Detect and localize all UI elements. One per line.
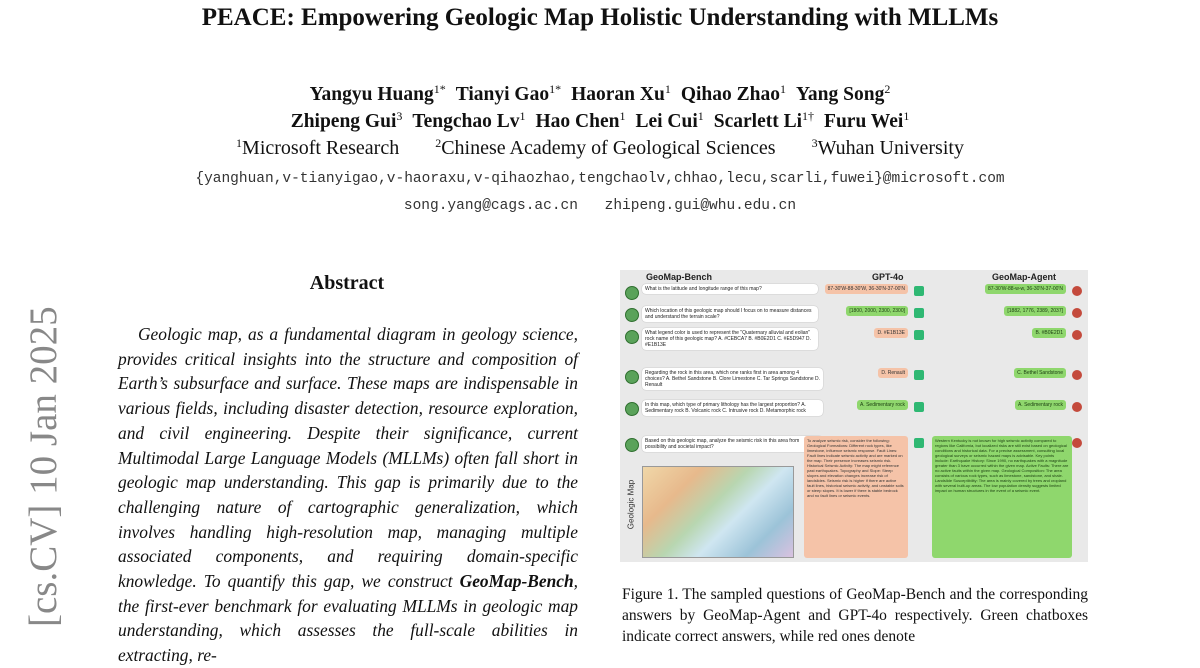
agent-answer: 87-30'W-88-w-w, 36-30'N-37-00'N xyxy=(985,284,1066,294)
arxiv-stamp: [cs.CV] 10 Jan 2025 xyxy=(22,306,65,627)
author-affil-marker: 1 xyxy=(619,109,626,123)
agent-answer: B. #B0E2D1 xyxy=(1032,328,1066,338)
fig-header-agent: GeoMap-Agent xyxy=(992,272,1056,282)
globe-icon xyxy=(625,330,639,344)
gpt4o-answer: D. #E1B13E xyxy=(874,328,908,338)
question-bubble: Based on this geologic map, analyze the seismic risk in this area from possibility and societal impact? xyxy=(642,436,823,452)
agent-answer: Western Kentucky is not known for high seismic activity compared to regions like California, but localized risks are still exist based on geological conditions and historical data. For a precise assessment, consulting local geological surveys or seismic hazard maps is advisable. Key points include: Earthquake History: Since 1990, no earthquakes with a magnitude greater than 3 have occurred within the given map. Active Faults: There are no active faults within the given map. Geological Composition: The area consists of various rock types, such as limestone, sandstone, and shale. Landslide Susceptibility: The area is mainly covered by trees and cropland with several built-up areas. The low population density suggests limited impact on human structures in the event of a seismic event. xyxy=(932,436,1072,558)
author-name xyxy=(291,111,403,132)
author-name-text: Tianyi Gao xyxy=(455,84,550,105)
figure-caption: Figure 1. The sampled questions of GeoMap-Bench and the corresponding answers by GeoMap-Agent and GPT-4o respectively. Green chatboxes indicate correct answers, while red ones denote xyxy=(622,586,1088,645)
abstract-heading: Abstract xyxy=(309,272,385,294)
gpt4o-answer: To analyze seismic risk, consider the following: Geological Formations: Different rock types, like limestone, influence seismic response. Fault Lines: Fault lines indicate seismic activity and are marked on the map. Their presence increases seismic risk. Historical Seismic Activity: The map might reference past earthquakes. Topography and Slope: Steep slopes and elevation changes increase risk of landslides. Seismic risk is higher if there are active fault lines, historical seismic activity, and unstable soils or steep slopes. It is lower if there is stable bedrock and no fault lines or seismic events. xyxy=(804,436,908,558)
author-affil-marker: 1 xyxy=(697,109,704,123)
author-affil-marker: 3 xyxy=(396,109,403,123)
author-affil-marker: 1* xyxy=(549,82,562,96)
email-whu: zhipeng.gui@whu.edu.cn xyxy=(604,198,797,214)
author-name xyxy=(412,111,525,132)
author-name xyxy=(456,84,561,105)
gpt4o-answer: A. Sedimentary rock xyxy=(857,400,908,410)
author-name-text: Haoran Xu xyxy=(571,84,665,105)
author-name-text: Lei Cui xyxy=(635,111,698,132)
gpt4o-answer: 87-30'W-88-30'W, 36-30'N-37-00'N xyxy=(825,284,908,294)
author-name xyxy=(310,84,446,105)
author-affil-marker: 1 xyxy=(664,82,671,96)
emails-line-2 xyxy=(0,198,1200,214)
author-name-text: Yangyu Huang xyxy=(309,84,434,105)
agent-bot-icon xyxy=(1072,438,1082,448)
agent-bot-icon xyxy=(1072,286,1082,296)
affiliation-marker: 3 xyxy=(811,136,818,150)
abstract-text-part-2: , the first-ever benchmark for evaluating MLLMs in geologic map understanding, which assesses the full-scale abilities in extracting, re- xyxy=(118,571,578,666)
abstract-text-part-1: Geologic map, as a fundamental diagram in geology science, provides critical insights into the structure and composition of Earth’s subsurface and surface. These maps are indispensable in various fields, including disaster detection, resource exploration, and civil engineering. Despite their significance, current Multimodal Large Language Models (MLLMs) often fall short in geologic map understanding. This gap is primarily due to the challenging nature of cartographic generalization, which involves handling high-resolution map, managing multiple associated components, and requiring domain-specific knowledge. To quantify this gap, we construct xyxy=(118,324,578,592)
paper-title: PEACE: Empowering Geologic Map Holistic Understanding with MLLMs xyxy=(201,4,999,31)
author-name xyxy=(796,84,890,105)
affiliation-name: Microsoft Research xyxy=(242,137,400,159)
gpt4o-answer: D. Renault xyxy=(878,368,908,378)
author-affil-marker: 1 xyxy=(519,109,526,123)
author-name xyxy=(824,111,909,132)
affiliation-marker: 2 xyxy=(435,136,442,150)
gpt4o-bot-icon xyxy=(914,286,924,296)
gpt4o-bot-icon xyxy=(914,330,924,340)
author-name-text: Furu Wei xyxy=(824,111,904,132)
authors-line-2 xyxy=(0,109,1200,133)
agent-answer: [1882, 1776, 2389, 2037] xyxy=(1004,306,1066,316)
geologic-map-thumbnail xyxy=(642,466,794,558)
question-bubble: Which location of this geologic map should I focus on to measure distances and understand the terrain scale? xyxy=(642,306,818,322)
author-affil-marker: 1 xyxy=(780,82,787,96)
abstract-bold-term: GeoMap-Bench xyxy=(459,571,574,592)
gpt4o-answer: [1800, 2000, 2300, 2300] xyxy=(846,306,908,316)
author-name-text: Tengchao Lv xyxy=(412,111,520,132)
gpt4o-bot-icon xyxy=(914,438,924,448)
fig-header-gpt4o: GPT-4o xyxy=(872,272,904,282)
globe-icon xyxy=(625,286,639,300)
globe-icon xyxy=(625,308,639,322)
author-affil-marker: 1* xyxy=(433,82,446,96)
author-affil-marker: 1 xyxy=(903,109,910,123)
author-name-text: Scarlett Li xyxy=(713,111,803,132)
author-affil-marker: 2 xyxy=(884,82,891,96)
author-name-text: Yang Song xyxy=(796,84,885,105)
author-name xyxy=(571,84,671,105)
affiliation xyxy=(812,137,964,159)
question-bubble: Regarding the rock in this area, which one ranks first in area among 4 choices? A. Bethel Sandstone B. Clore Limestone C. Tar Springs Sandstone D. Renault xyxy=(642,368,823,390)
affiliation-marker: 1 xyxy=(236,136,243,150)
map-label: Geologic Map xyxy=(626,479,636,530)
agent-bot-icon xyxy=(1072,370,1082,380)
affiliation-name: Chinese Academy of Geological Sciences xyxy=(441,137,776,159)
agent-bot-icon xyxy=(1072,308,1082,318)
email-cags: song.yang@cags.ac.cn xyxy=(403,198,578,214)
gpt4o-bot-icon xyxy=(914,402,924,412)
author-name-text: Zhipeng Gui xyxy=(290,111,397,132)
emails-line-1: {yanghuan,v-tianyigao,v-haoraxu,v-qihaozhao,tengchaolv,chhao,lecu,scarli,fuwei}@microsoft.com xyxy=(195,171,1005,187)
agent-bot-icon xyxy=(1072,330,1082,340)
agent-answer: C. Bethel Sandstone xyxy=(1014,368,1066,378)
affiliation-name: Wuhan University xyxy=(817,137,964,159)
author-name-text: Hao Chen xyxy=(535,111,620,132)
authors-line-1 xyxy=(0,82,1200,106)
globe-icon xyxy=(625,370,639,384)
agent-answer: A. Sedimentary rock xyxy=(1015,400,1066,410)
author-affil-marker: 1† xyxy=(802,109,815,123)
figure-1 xyxy=(620,270,1088,562)
affiliations xyxy=(0,136,1200,160)
affiliation xyxy=(236,137,399,159)
agent-bot-icon xyxy=(1072,402,1082,412)
question-bubble: What legend color is used to represent the "Quaternary alluvial and eolian" rock name of this geologic map? A. #CEBCA7 B. #B0E2D1 C. #E5D947 D. #E1B13E xyxy=(642,328,818,350)
gpt4o-bot-icon xyxy=(914,370,924,380)
abstract-text xyxy=(118,322,578,668)
globe-icon xyxy=(625,438,639,452)
question-bubble: What is the latitude and longitude range of this map? xyxy=(642,284,818,294)
author-name-text: Qihao Zhao xyxy=(680,84,781,105)
fig-header-bench: GeoMap-Bench xyxy=(646,272,713,282)
question-bubble: In this map, which type of primary lithology has the largest proportion? A. Sedimentary rock B. Volcanic rock C. Intrusive rock D. Metamorphic rock xyxy=(642,400,823,416)
author-name xyxy=(535,111,625,132)
author-name xyxy=(714,111,814,132)
gpt4o-bot-icon xyxy=(914,308,924,318)
affiliation xyxy=(435,137,775,159)
author-name xyxy=(635,111,703,132)
author-name xyxy=(681,84,786,105)
globe-icon xyxy=(625,402,639,416)
